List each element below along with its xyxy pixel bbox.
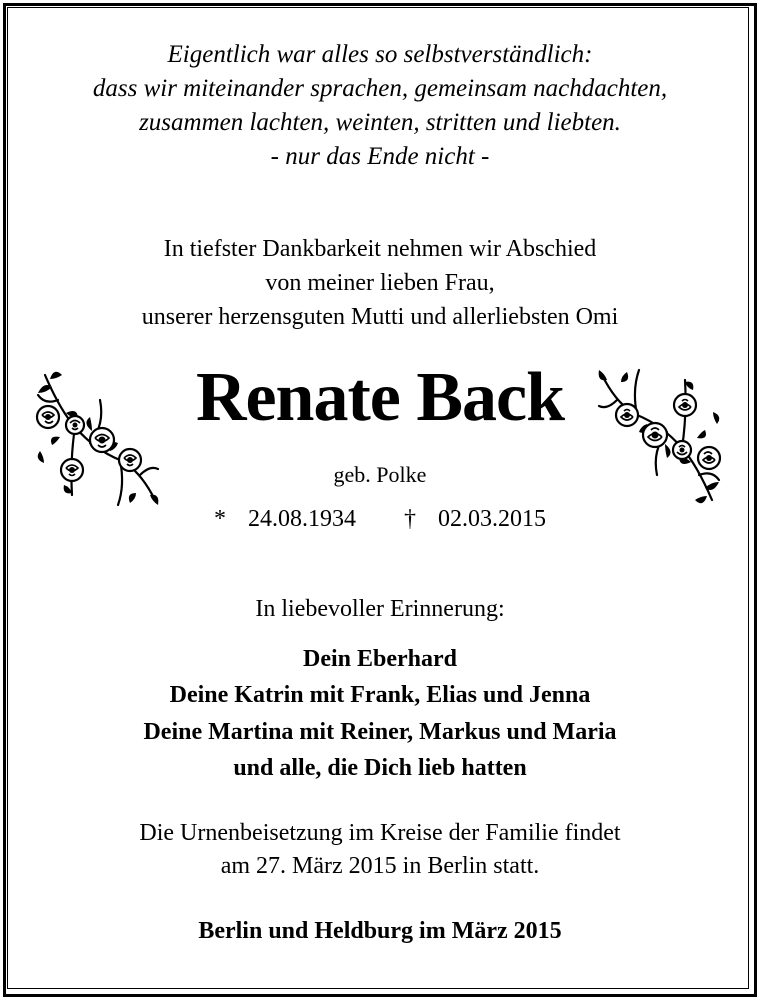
- mourner-line: Deine Katrin mit Frank, Elias und Jenna: [169, 682, 591, 708]
- burial-line: Die Urnenbeisetzung im Kreise der Familie findet: [139, 820, 621, 846]
- death-symbol: †: [404, 506, 416, 532]
- birth-date: 24.08.1934: [248, 506, 356, 532]
- mourner-line: Dein Eberhard: [302, 646, 457, 672]
- deceased-name: Renate Back: [195, 359, 565, 436]
- life-dates: [0, 506, 760, 533]
- birth-symbol: *: [214, 506, 226, 532]
- mourner-line: Deine Martina mit Reiner, Markus und Maria: [143, 719, 617, 745]
- memory-heading: In liebevoller Erinnerung:: [255, 596, 505, 622]
- poem-line: dass wir miteinander sprachen, gemeinsam nachdachten,: [92, 75, 668, 102]
- mourner-line: und alle, die Dich lieb hatten: [233, 755, 527, 781]
- poem-line: - nur das Ende nicht -: [270, 143, 490, 170]
- burial-line: am 27. März 2015 in Berlin statt.: [220, 853, 540, 879]
- poem-line: Eigentlich war alles so selbstverständlich:: [167, 41, 593, 68]
- place-and-date: Berlin und Heldburg im März 2015: [198, 918, 562, 944]
- poem-line: zusammen lachten, weinten, stritten und liebten.: [139, 109, 621, 136]
- intro-line: von meiner lieben Frau,: [265, 270, 495, 296]
- death-date: 02.03.2015: [438, 506, 546, 532]
- maiden-name: geb. Polke: [333, 462, 427, 487]
- intro-line: unserer herzensguten Mutti und allerliebsten Omi: [141, 304, 619, 330]
- intro-line: In tiefster Dankbarkeit nehmen wir Abschied: [163, 236, 597, 262]
